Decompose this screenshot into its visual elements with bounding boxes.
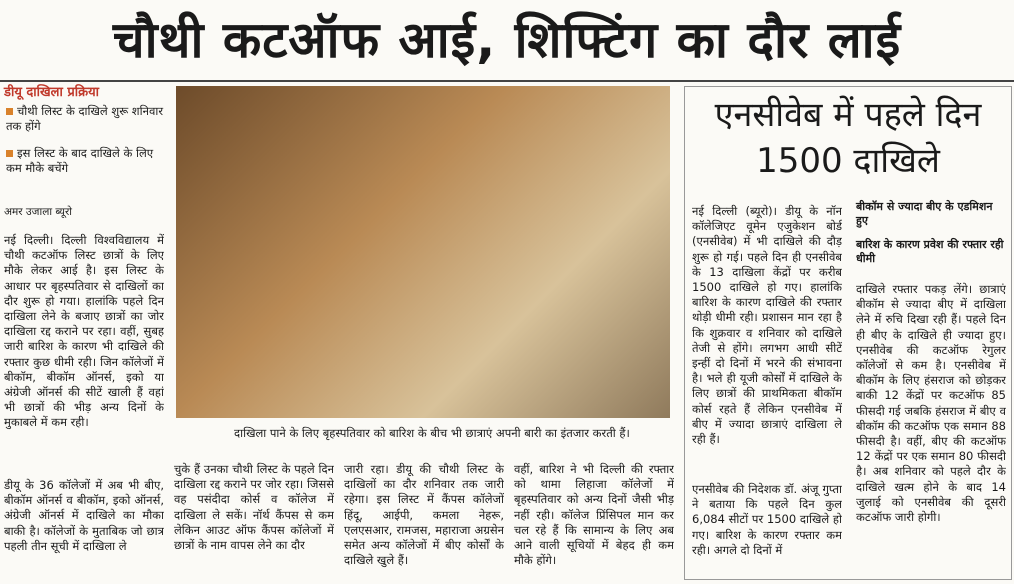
bullet-text: इस लिस्ट के बाद दाखिले के लिए कम मौके बचेंगे <box>6 146 154 175</box>
article-col3: जारी रहा। डीयू की चौथी लिस्ट के दाखिलों का दौर शनिवार तक जारी रहेगा। इस लिस्ट में कैंपस कॉलेजों हिंदू, आईपी, कमला नेहरू, एलएसआर, रामजस, महाराजा अग्रसेन समेत अन्य कॉलेजों में बीए कोर्सों के दाखिले खुले हैं। <box>344 462 504 568</box>
side-point: बारिश के कारण प्रवेश की रफ्तार रही धीमी <box>856 238 1004 265</box>
box-col1b: एनसीवेब की निदेशक डॉ. अंजू गुप्ता ने बताया कि पहले दिन कुल 6,084 सीटों पर 1500 दाखिले हो गए। बारिश के कारण रफ्तार कम रही। अगले दो दिनों में <box>692 482 842 557</box>
headline: चौथी कटऑफ आई, शिफ्टिंग का दौर लाई <box>112 11 902 69</box>
byline: अमर उजाला ब्यूरो <box>4 206 72 218</box>
box-col2: दाखिले रफ्तार पकड़ लेंगे। छात्राएं बीकॉम से ज्यादा बीए में दाखिला लेने में रुचि दिखा रही हैं। पहले दिन ही बीए के दाखिले ही ज्यादा हुए। एनसीवेब की कटऑफ रेगुलर कॉलेजों से कम है। एनसीवेब में बीकॉम के लिए हंसराज को छोड़कर बाकी 12 केंद्रों पर कटऑफ 85 फीसदी गई जबकि हंसराज में बीए व बीकॉम की कटऑफ एक समान 88 फीसदी है। वहीं, बीए की कटऑफ 12 केंद्रों पर एक समान 80 फीसदी है। अब शनिवार को पहले दौर के दाखिले खत्म होने के बाद 14 जुलाई को एनसीवेब की दूसरी कटऑफ जारी होगी। <box>856 282 1006 525</box>
bullet <box>6 146 166 176</box>
rule <box>0 80 1014 82</box>
article-col1: नई दिल्ली। दिल्ली विश्वविद्यालय में चौथी कटऑफ लिस्ट छात्रों के लिए मौके लेकर आई है। इस लिस्ट के आधार पर बृहस्पतिवार से दाखिलों का दौर शुरू हो गया। हालांकि पहले दिन दाखिला लेने के बजाए छात्रों का जोर दाखिला रद्द कराने पर रहा। वहीं, सुबह जारी बारिश के कारण भी दाखिले की रफ्तार कुछ धीमी रही। जिन कॉलेजों में बीकॉम, बीकॉम ऑनर्स, इको या अंग्रेजी ऑनर्स की सीटें खाली हैं वहां भी छात्रों की भीड़ अन्य दिनों के मुकाबले में कम रही। <box>4 233 164 430</box>
news-photo <box>176 86 670 418</box>
article-col1b: डीयू के 36 कॉलेजों में अब भी बीए, बीकॉम ऑनर्स व बीकॉम, इको ऑनर्स, अंग्रेजी ऑनर्स में दाखिले का मौका बाकी है। कॉलेजों के मुताबिक जो छात्र पहली तीन सूची में दाखिला ले <box>4 478 164 553</box>
box-headline: एनसीवेब में पहले दिन 1500 दाखिले <box>714 95 982 181</box>
bullet-marker <box>6 108 13 115</box>
bullet-text: चौथी लिस्ट के दाखिले शुरू शनिवार तक होंगे <box>6 104 164 133</box>
photo-caption: दाखिला पाने के लिए बृहस्पतिवार को बारिश के बीच भी छात्राएं अपनी बारी का इंतजार करती हैं। <box>234 426 630 440</box>
bullet-marker <box>6 150 13 157</box>
box-col1: नई दिल्ली (ब्यूरो)। डीयू के नॉन कॉलेजिएट वूमेन एजुकेशन बोर्ड (एनसीवेब) में भी दाखिले की दौड़ शुरू हो गई। पहले दिन ही एनसीवेब के 13 दाखिला केंद्रों पर करीब 1500 दाखिले हो गए। हालांकि बारिश के कारण दाखिले की रफ्तार थोड़ी धीमी रही। प्रशासन मान रहा है कि शुक्रवार व शनिवार को दाखिले तेजी से होंगे। लगभग आधी सीटें इन्हीं दो दिनों में भरने की संभावना है। भले ही यूजी कोर्सों में दाखिले के लिए छात्रों की प्राथमिकता बीकॉम कोर्स रहते हैं लेकिन एनसीवेब में बीए में ज्यादा छात्राएं दाखिला ले रही हैं। <box>692 204 842 447</box>
bullet <box>6 104 166 134</box>
kicker: डीयू दाखिला प्रक्रिया <box>4 85 100 100</box>
article-col2: चुके हैं उनका चौथी लिस्ट के पहले दिन दाखिला रद्द कराने पर जोर रहा। जिससे वह पसंदीदा कोर्स व कॉलेज में दाखिला ले सकें। नॉर्थ कैंपस से कम लेकिन आउट ऑफ कैंपस कॉलेजों में छात्रों के नाम वापस लेने का दौर <box>174 462 334 553</box>
side-point: बीकॉम से ज्यादा बीए के एडमिशन हुए <box>856 200 993 227</box>
article-col4: वहीं, बारिश ने भी दिल्ली की रफ्तार को थामा लिहाजा कॉलेजों में बृहस्पतिवार को अन्य दिनों जैसी भीड़ नहीं रही। कॉलेज प्रिंसिपल मान कर चल रहे हैं कि सामान्य के लिए अब आने वाली सूचियों में बेहद ही कम मौके होंगे। <box>514 462 674 568</box>
